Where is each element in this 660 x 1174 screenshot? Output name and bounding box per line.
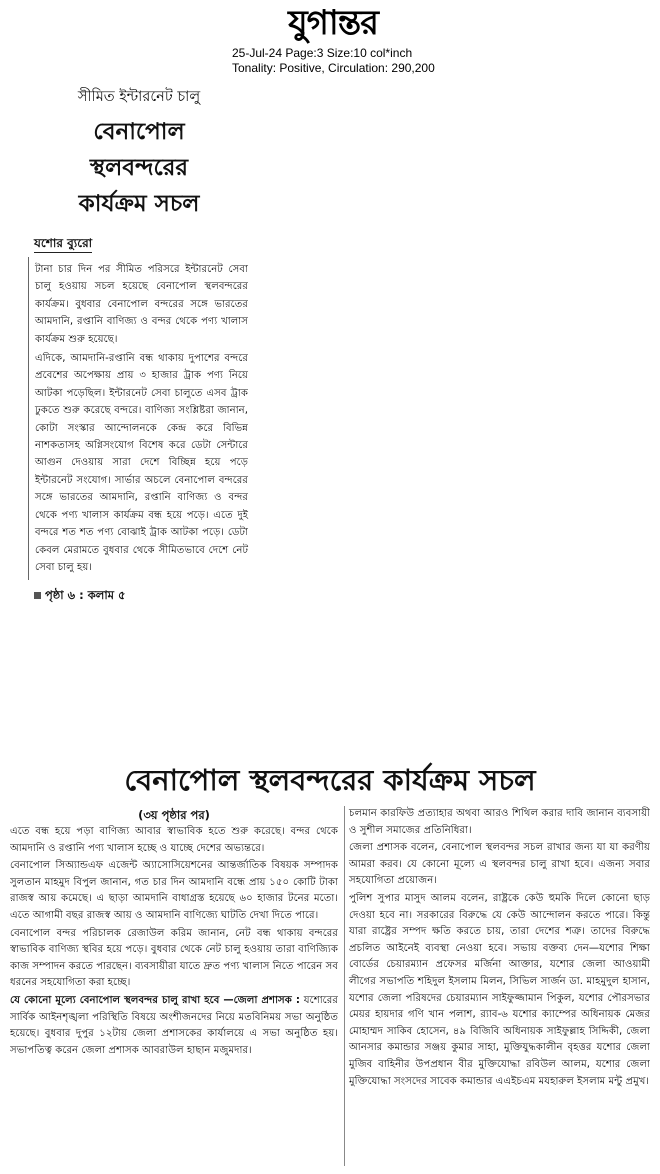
clip-meta-tonality: Tonality: Positive, Circulation: 290,200 xyxy=(232,61,435,75)
body-paragraph: বেনাপোল সিঅ্যান্ডএফ এজেন্ট অ্যাসোসিয়েশনের আন্তর্জাতিক বিষয়ক সম্পাদক সুলতান মাহমুদ বিপুল জানান, গত চার দিন আমদানি বন্ধে প্রায় ১৫০ কোটি টাকা রাজস্ব আয় কমেছে। এ ছাড়া আমদানি বাধাগ্রস্ত হয়েছে ৬০ হাজার টনের মতো। এতে আগামী বছর রাজস্ব আয় ও আমদানি বাণিজ্যে ঘাটতি দেখা দিতে পারে। xyxy=(10,860,338,921)
article-body xyxy=(28,257,250,580)
byline: যশোর ব্যুরো xyxy=(34,234,92,253)
clip-meta-date-page: 25-Jul-24 Page:3 Size:10 col*inch xyxy=(232,46,413,60)
body-paragraph: চলমান কারফিউ প্রত্যাহার অথবা আরও শিথিল করার দাবি জানান ব্যবসায়ী ও সুশীল সমাজের প্রতিনিধিরা। xyxy=(349,808,650,836)
headline-line: বেনাপোল xyxy=(93,119,185,145)
sub-section-body: যশোরের সার্বিক আইনশৃঙ্খলা পরিস্থিতি বিষয়ে অংশীজনদের নিয়ে মতবিনিময় সভা অনুষ্ঠিত হয়েছে। বুধবার দুপুর ১২টায় জেলা প্রশাসকের কার্যালয়ে এ সভা অনুষ্ঠিত হয়। সভাপতিত্ব করেন জেলা প্রশাসক আবরাউল হাছান মজুমদার। xyxy=(10,994,338,1056)
clip-metadata xyxy=(232,46,632,76)
headline-line: কার্যক্রম সচল xyxy=(78,191,200,217)
body-paragraph: পুলিশ সুপার মাসুদ আলম বলেন, রাষ্ট্রকে কেউ হুমকি দিলে কোনো ছাড় দেওয়া হবে না। সরকারের বিরুদ্ধে যে কেউ আন্দোলন করতে পারে। কিন্তু যারা রাষ্ট্রের সম্পদ ক্ষতি করতে চায়, তারা দেশের শত্রু। তাদের বিরুদ্ধে প্রচলিত আইনেই ব্যবস্থা নেওয়া হবে। সভায় বক্তব্য দেন—যশোর শিক্ষা বোর্ডের চেয়ারম্যান প্রফেসর মর্জিনা আক্তার, যশোর জেলা আওয়ামী লীগের সভাপতি শহিদুল ইসলাম মিলন, সিভিল সার্জন ডা. মাহমুদুল হাসান, যশোর জেলা পরিষদের চেয়ারম্যান সাইফুজ্জামান পিকুল, যশোর পৌরসভার মেয়র হায়দার গণি খান পলাশ, র‌্যাব-৬ যশোর ক্যাম্পের অধিনায়ক মেজর মোহাম্মদ সাকিব হোসেন, ৪৯ বিজিবি অধিনায়ক সাইফুল্লাহ সিদ্দিকী, জেলা আনসার কমান্ডার সঞ্জয় কুমার সাহা, মুক্তিযুদ্ধকালীন বৃহত্তর যশোর জেলা মুজিব বাহিনীর উপপ্রধান বীর মুক্তিযোদ্ধা রবিউল আলম, যশোর জেলা মুক্তিযোদ্ধা সংসদের সাবেক কমান্ডার এএইচএম মযহারুল ইসলাম মন্টু প্রমুখ। xyxy=(349,892,650,1087)
headline-line: স্থলবন্দরের xyxy=(89,155,189,181)
body-paragraph: বেনাপোল বন্দর পরিচালক রেজাউল করিম জানান, নেট বন্ধ থাকায় বন্দরের স্বাভাবিক বাণিজ্য স্থবির হয়ে পড়ে। বুধবার থেকে নেট চালু হওয়ায় তারা বাণিজ্যিক কাজ সম্পাদন করতে পারছেন। ব্যবসায়ীরা যাতে দ্রুত পণ্য খালাস নিতে পারেন সব ধরনের সহযোগিতা করা হচ্ছে। xyxy=(10,927,338,989)
sub-section-paragraph xyxy=(10,993,338,1059)
article-headline xyxy=(28,114,250,222)
article-continuation xyxy=(10,760,650,1170)
continuation-columns xyxy=(10,806,650,1166)
continued-from-label: (৩য় পৃষ্ঠার পর) xyxy=(138,808,210,822)
continuation-headline: বেনাপোল স্থলবন্দরের কার্যক্রম সচল xyxy=(124,763,536,797)
continuation-text: পৃষ্ঠা ৬ : কলাম ৫ xyxy=(45,588,126,603)
article-kicker: সীমিত ইন্টারনেট চালু xyxy=(77,89,201,105)
body-paragraph: টানা চার দিন পর সীমিত পরিসরে ইন্টারনেট সেবা চালু হওয়ায় সচল হয়েছে বেনাপোল স্থলবন্দরের কার্যক্রম। বুধবার বেনাপোল বন্দরের সঙ্গে ভারতের আমদানি, রপ্তানি বাণিজ্য ও বন্দর থেকে পণ্য খালাস কার্যক্রম শুরু হয়েছে। xyxy=(35,264,248,345)
masthead xyxy=(0,0,660,82)
article-front xyxy=(28,86,250,746)
continuation-note xyxy=(28,586,250,604)
left-column xyxy=(10,806,338,1166)
body-paragraph: জেলা প্রশাসক বলেন, বেনাপোল স্থলবন্দর সচল রাখার জন্য যা যা করণীয় আমরা করব। যে কোনো মূল্যে এ স্থলবন্দর চালু রাখা হবে। এজন্য সবার সহযোগিতা প্রয়োজন। xyxy=(349,842,650,887)
byline-wrap xyxy=(28,232,250,253)
right-column xyxy=(344,806,650,1166)
body-paragraph: এতে বন্ধ হয়ে পড়া বাণিজ্য আবার স্বাভাবিক হতে শুরু করেছে। বন্দর থেকে আমদানি ও রপ্তানি পণ্য খালাস হচ্ছে ও যাচ্ছে দেশের অভ্যন্তরে। xyxy=(10,826,338,854)
square-bullet-icon xyxy=(34,592,41,599)
sub-headline: যে কোনো মূল্যে বেনাপোল স্থলবন্দর চালু রাখা হবে —জেলা প্রশাসক : xyxy=(10,994,300,1006)
newspaper-logo: যুগান্তর xyxy=(288,3,378,43)
body-paragraph: এদিকে, আমদানি-রপ্তানি বন্ধ থাকায় দুপাশের বন্দরে প্রবেশের অপেক্ষায় প্রায় ৩ হাজার ট্রাক পণ্য নিয়ে আটকা পড়েছিল। ইন্টারনেট সেবা চালুতে এসব ট্রাক ঢুকতে শুরু করেছে বন্দরে। বাণিজ্য সংশ্লিষ্টরা জানান, কোটা সংস্কার আন্দোলনকে কেন্দ্র করে বিভিন্ন নাশকতাসহ অগ্নিসংযোগ বিশেষ করে ডেটা সেন্টারে আগুন দেওয়ায় সারা দেশে বিচ্ছিন্ন হয়ে পড়ে ইন্টারনেট সংযোগ। সার্ভার অচলে বেনাপোল বন্দরের সঙ্গে ভারতের আমদানি, রপ্তানি বাণিজ্য ও বন্দর থেকে পণ্য খালাস কার্যক্রম বন্ধ হয়ে পড়ে। এতে দুই বন্দরে শত শত পণ্য বোঝাই ট্রাক আটকা পড়ে। ডেটা কেবল মেরামতে বুধবার থেকে সীমিতভাবে দেশে নেট সেবা চালু হয়। xyxy=(35,353,248,573)
